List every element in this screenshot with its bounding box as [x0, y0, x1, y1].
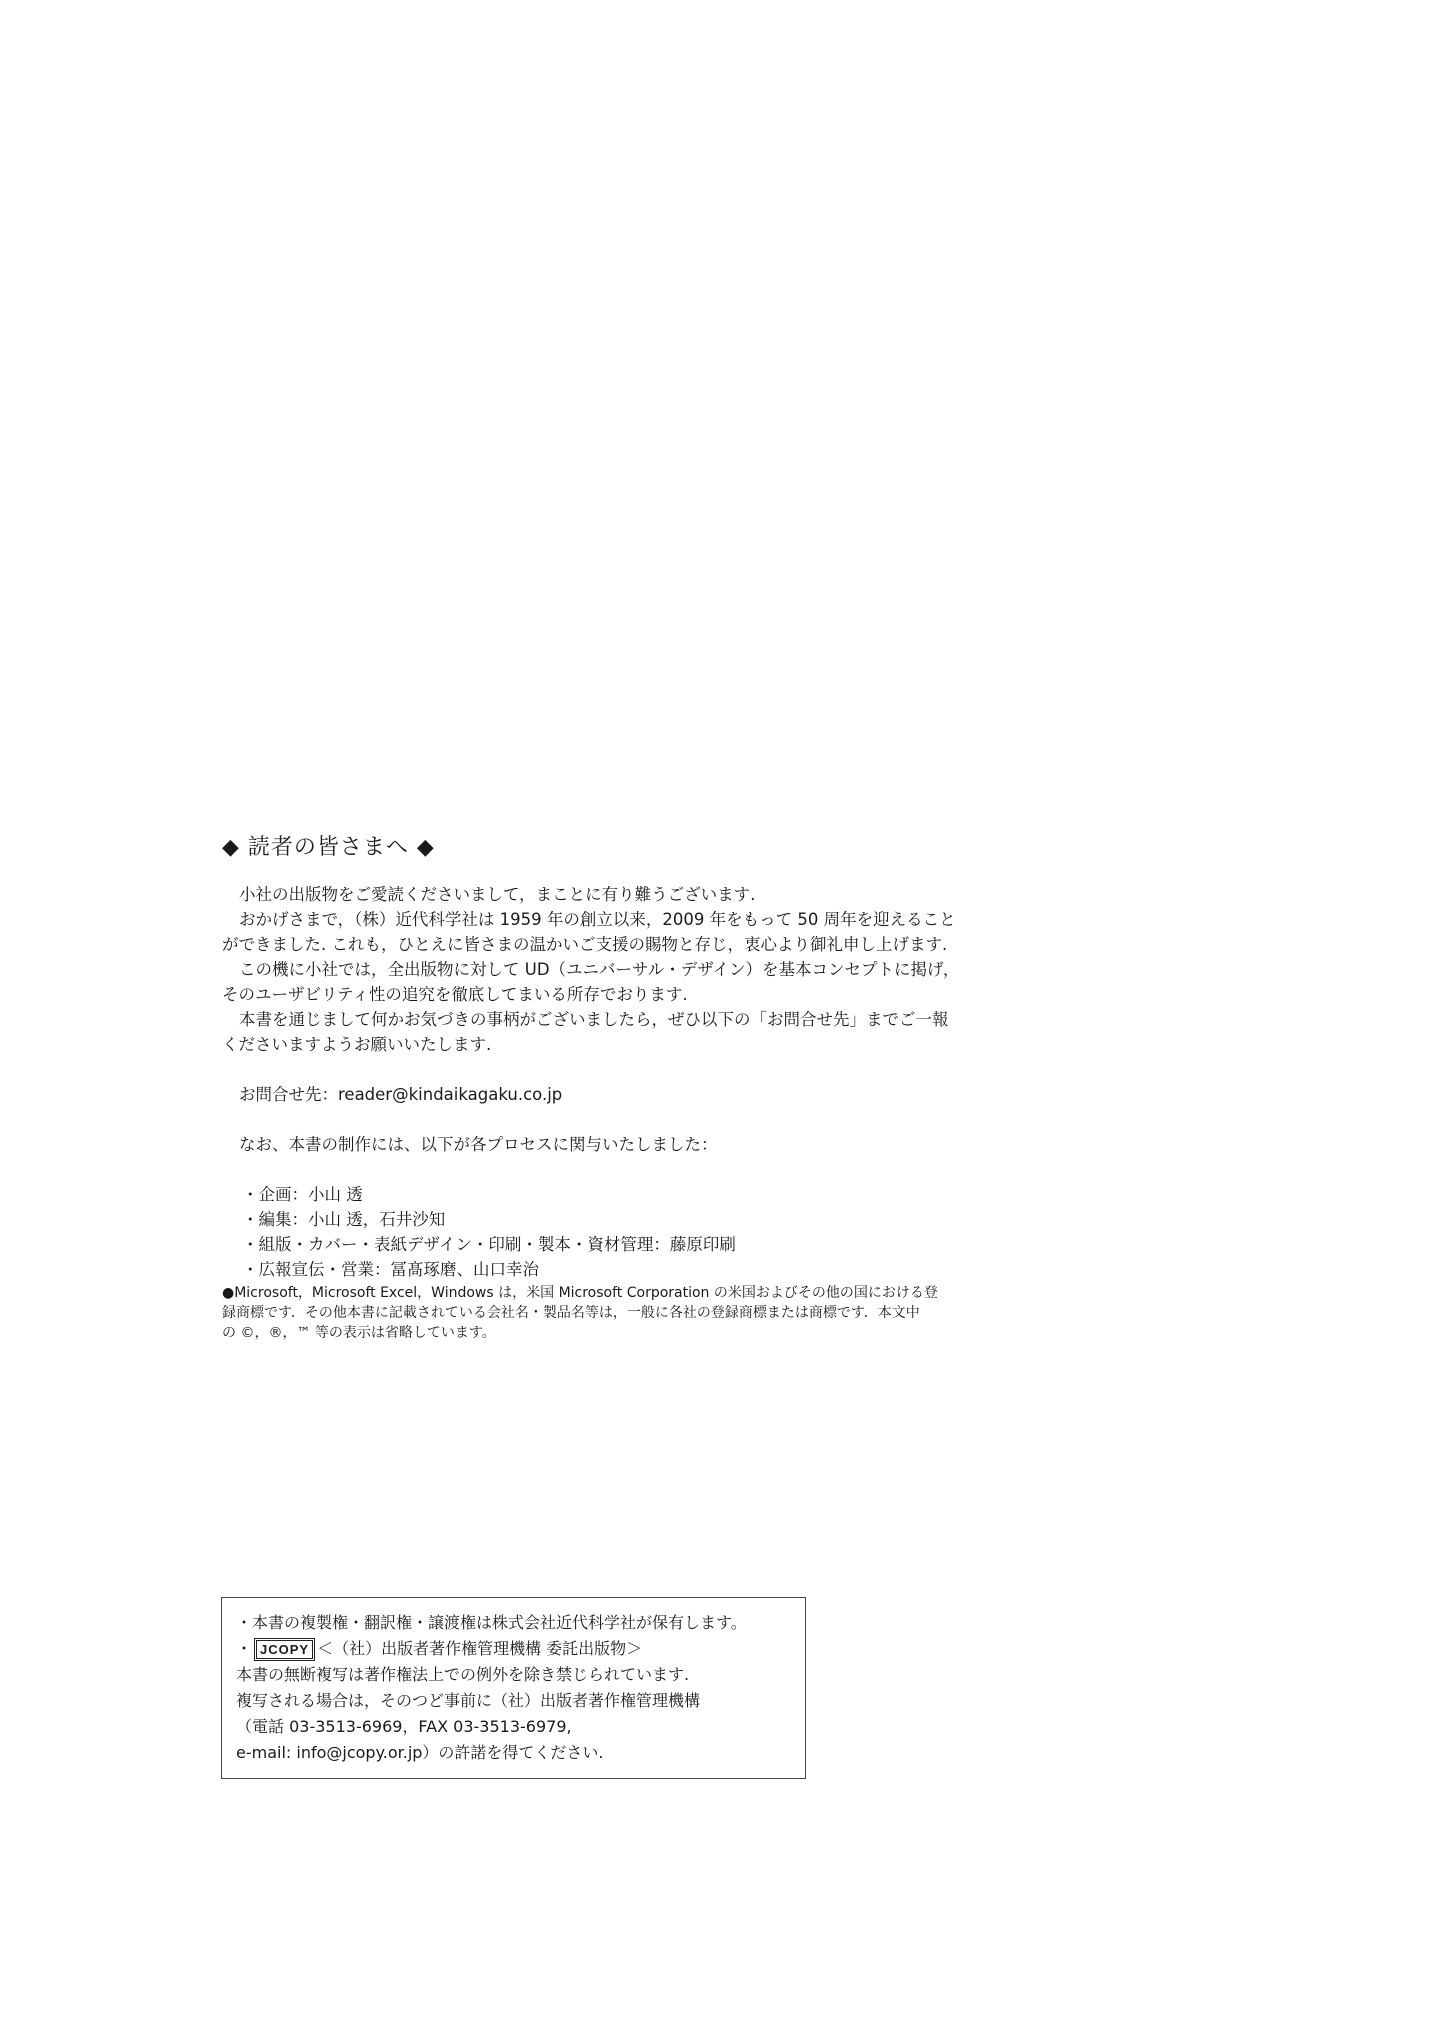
jcopy-logo [254, 1638, 315, 1661]
copyright-line: e-mail: info@jcopy.or.jp）の許諾を得てください. [236, 1743, 604, 1762]
credit-item: ・編集：小山 透，石井沙知 [242, 1210, 446, 1229]
readers-notice-body [222, 882, 982, 1282]
contact-line: お問合せ先：reader@kindaikagaku.co.jp [239, 1085, 563, 1104]
jcopy-text: ＜（社）出版者著作権管理機構 委託出版物＞ [317, 1639, 643, 1658]
trademark-line: 録商標です．その他本書に記載されている会社名・製品名等は，一般に各社の登録商標または商標です．本文中 [222, 1305, 920, 1321]
paragraph-line: ができました. これも，ひとえに皆さまの温かいご支援の賜物と存じ，衷心より御礼申し上げます. [222, 935, 948, 954]
trademark-notice [222, 1283, 982, 1343]
paragraph-line: おかげさまで，（株）近代科学社は 1959 年の創立以来，2009 年をもって 50 周年を迎えること [239, 910, 956, 929]
copyright-box [221, 1597, 806, 1779]
copyright-line: （電話 03-3513-6969，FAX 03-3513-6979, [236, 1717, 572, 1736]
process-intro: なお、本書の制作には、以下が各プロセスに関与いたしました： [239, 1135, 718, 1154]
credit-item: ・広報宣伝・営業：冨髙琢磨、山口幸治 [242, 1260, 539, 1279]
copyright-rights-line: ・本書の複製権・翻訳権・譲渡権は株式会社近代科学社が保有します。 [236, 1613, 747, 1632]
jcopy-logo-text: JCOPY [256, 1640, 313, 1659]
jcopy-line [236, 1636, 791, 1662]
copyright-line: 本書の無断複写は著作権法上での例外を除き禁じられています. [236, 1665, 690, 1684]
readers-notice-heading: ◆ 読者の皆さまへ ◆ [222, 835, 435, 860]
trademark-line: の ©，®，™ 等の表示は省略しています。 [222, 1325, 496, 1341]
trademark-line: ●Microsoft，Microsoft Excel，Windows は，米国 Microsoft Corporation の米国およびその他の国における登 [222, 1285, 938, 1301]
paragraph-line: くださいますようお願いいたします. [222, 1035, 492, 1054]
paragraph-line: 本書を通じまして何かお気づきの事柄がございましたら，ぜひ以下の「お問合せ先」までご一報 [239, 1010, 949, 1029]
credit-item: ・組版・カバー・表紙デザイン・印刷・製本・資材管理：藤原印刷 [242, 1235, 736, 1254]
jcopy-bullet: ・ [236, 1639, 253, 1658]
paragraph-line: そのユーザビリティ性の追究を徹底してまいる所存でおります. [222, 985, 688, 1004]
credit-item: ・企画：小山 透 [242, 1185, 363, 1204]
paragraph-line: この機に小社では，全出版物に対して UD（ユニバーサル・デザイン）を基本コンセプトに掲げ， [239, 960, 960, 979]
copyright-line: 複写される場合は，そのつど事前に（社）出版者著作権管理機構 [236, 1691, 701, 1710]
paragraph-line: 小社の出版物をご愛読くださいまして，まことに有り難うございます. [239, 885, 756, 904]
